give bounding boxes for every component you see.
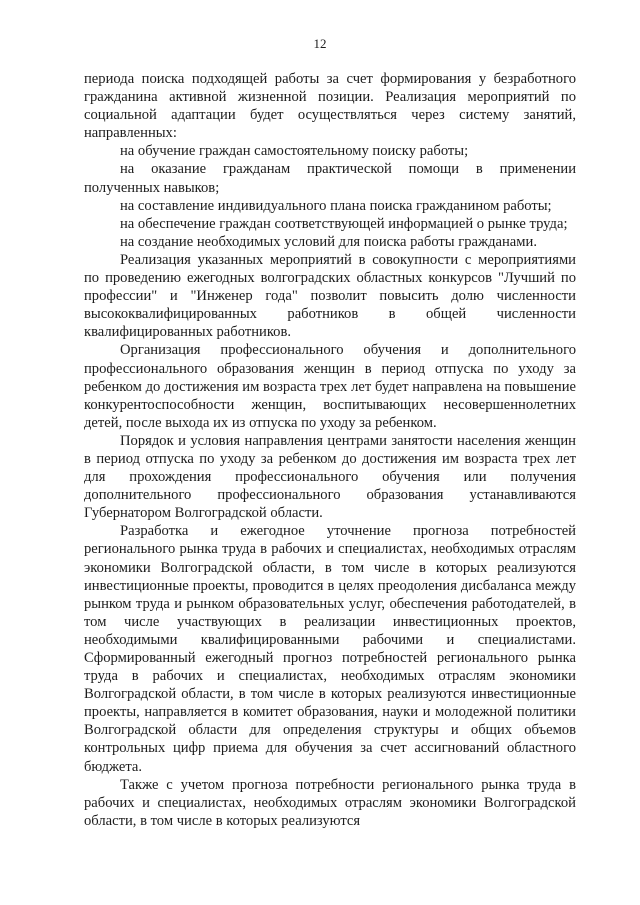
list-item: на составление индивидуального плана поиска гражданином работы; [120,197,552,214]
paragraph: Реализация указанных мероприятий в совокупности с мероприятиями по проведению ежегодных волгоградских областных конкурсов "Лучший по профессии" и "Инженер года" позволит повысить долю численности высококвалифицированных работников в общей численности квалифицированных работников. [84,251,576,341]
paragraph: периода поиска подходящей работы за счет формирования у безработного гражданина активной жизненной позиции. Реализация мероприятий по социальной адаптации будет осуществляться через систему занятий, направленных: [84,71,576,142]
paragraph: Также с учетом прогноза потребности регионального рынка труда в рабочих и специалистах, необходимых отраслям экономики Волгоградской области, в том числе в которых реализуются [84,776,576,829]
list-item: на обеспечение граждан соответствующей информацией о рынке труда; [120,215,568,232]
paragraph: Разработка и ежегодное уточнение прогноза потребностей регионального рынка труда в рабочих и специалистах, необходимых отраслям экономики Волгоградской области, в том числе в которых реализуются инвестиционные проекты, проводится в целях преодоления дисбаланса между рынком труда и рынком образовательных услуг, обеспечения работодателей, в том числе участвующих в реализации инвестиционных проектов, необходимыми квалифицированными рабочими и специалистами. Сформированный ежегодный прогноз потребностей регионального рынка труда в рабочих и специалистах, необходимых отраслям экономики Волгоградской области, в том числе в которых реализуются инвестиционные проекты, направляется в комитет образования, науки и молодежной политики Волгоградской области для определения структуры и общих объемов контрольных цифр приема для обучения за счет ассигнований областного бюджета. [84,523,576,775]
paragraph: Организация профессионального обучения и дополнительного профессионального образования женщин в период отпуска по уходу за ребенком до достижения им возраста трех лет будет направлена на повышение конкурентоспособности женщин, воспитывающих несовершеннолетних детей, после выхода их из отпуска по уходу за ребенком. [84,342,576,431]
list-item: на обучение граждан самостоятельному поиску работы; [120,143,469,160]
paragraph: Порядок и условия направления центрами занятости населения женщин в период отпуска по уходу за ребенком до достижения им возраста трех лет для прохождения профессионального обучения или получения дополнительного профессионального образования устанавливаются Губернатором Волгоградской области. [84,432,576,522]
page-number: 12 [313,36,327,51]
list-item: на создание необходимых условий для поиска работы гражданами. [120,233,537,250]
list-item: на оказание гражданам практической помощи в применении полученных навыков; [84,161,576,196]
document-body [84,70,576,830]
